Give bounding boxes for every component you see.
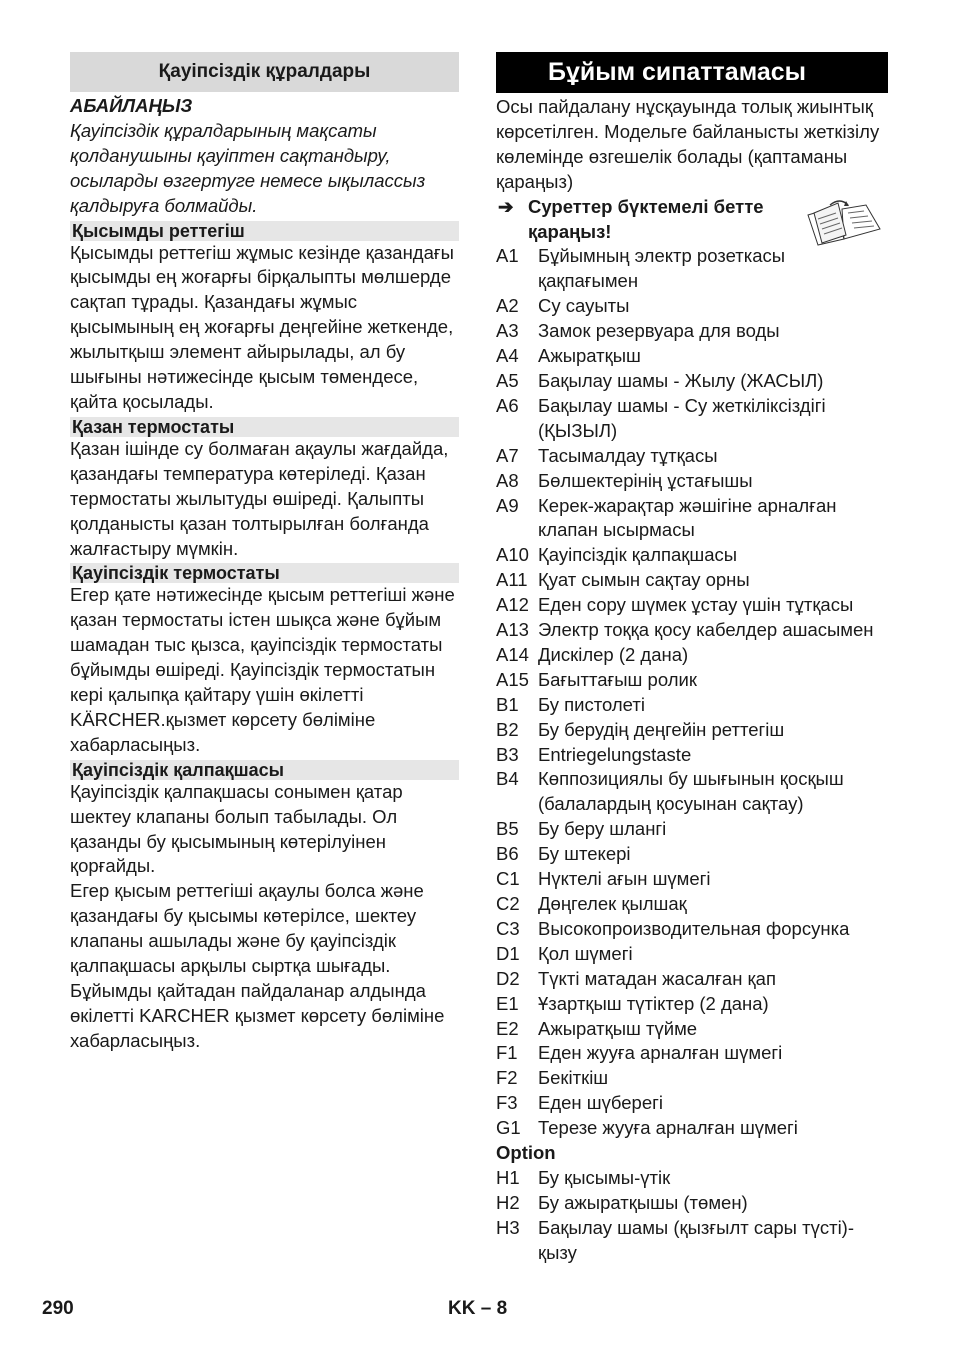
list-item (496, 369, 888, 394)
subsection-heading-safety-thermostat: Қауіпсіздік термостаты (70, 563, 459, 583)
item-text: Қол шүмегі (538, 942, 633, 964)
item-text: Еден шүберегі (538, 1092, 663, 1114)
list-item (496, 543, 888, 568)
list-item (496, 668, 888, 693)
item-code: A8 (496, 469, 519, 491)
list-item (496, 867, 888, 892)
item-text: Бу штекері (538, 843, 631, 865)
list-item (496, 767, 888, 817)
left-column (70, 52, 459, 1054)
list-item (496, 1066, 888, 1091)
item-text: Бу ажыратқышы (төмен) (538, 1191, 748, 1213)
item-code: B4 (496, 768, 519, 790)
item-code: A3 (496, 320, 519, 342)
item-code: C2 (496, 893, 520, 914)
item-text: Су сауыты (538, 295, 630, 317)
item-text: Замок резервуара для воды (538, 320, 780, 342)
safety-cap-text-1: Қауіпсіздік қалпақшасы сонымен қатар шектеу клапаны болып табылады. Ол қазанды бу қысымының көтерілуінен қорғайды. (70, 780, 403, 877)
item-text: Бу берудің деңгейін реттегіш (538, 718, 785, 740)
item-code: B5 (496, 818, 519, 840)
warning-heading: АБАЙЛАҢЫЗ (70, 95, 193, 116)
item-text: Дөңгелек қылшақ (538, 893, 687, 914)
option-label: Option (496, 1142, 556, 1164)
item-code: F3 (496, 1092, 518, 1114)
safety-thermostat-text: Егер қате нәтижесінде қысым реттегіші және қазан термостаты істен шықса және бұйым шамадан тыс қызса, қауіпсіздік термостаты бұйымды өшіреді. Қауіпсіздік термостатын кері қалыпқа қайтару үшін өкілетті KÄRCHER.қызмет көрсету бөліміне хабарласыңыз. (70, 584, 455, 755)
subsection-heading-safety-cap: Қауіпсіздік қалпақшасы (70, 760, 459, 780)
item-code: A15 (496, 668, 529, 690)
item-code: F1 (496, 1042, 518, 1064)
item-text: Терезе жууға арналған шүмегі (538, 1117, 798, 1139)
list-item (496, 444, 888, 469)
item-code: A1 (496, 245, 519, 267)
safety-cap-text-2: Егер қысым реттегіші ақаулы болса және қазандағы бу қысымы көтерілсе, шектеу клапаны ашылады және бу қауіпсіздік қалпақшасы арқылы сыртқа шығады. Бұйымды қайтадан пайдаланар алдында өкілетті KARCHER қызмет көрсету бөліміне хабарласыңыз. (70, 880, 445, 1051)
item-code: A9 (496, 494, 519, 516)
list-item (496, 1116, 888, 1141)
item-text: Ажыратқыш түйме (538, 1017, 698, 1039)
list-item (496, 718, 888, 743)
item-code: E2 (496, 1017, 519, 1039)
item-text: Тасымалдау тұтқасы (538, 444, 718, 466)
item-text: Бу беру шлангі (538, 818, 667, 840)
item-code: B3 (496, 743, 519, 765)
list-item (496, 942, 888, 967)
list-item (496, 643, 888, 668)
item-text: Қуат сымын сақтау орны (538, 569, 750, 591)
item-code: A11 (496, 569, 528, 591)
list-item (496, 394, 888, 444)
section-title: Қауіпсіздік құралдары (70, 52, 459, 92)
list-item (496, 693, 888, 718)
list-item (496, 319, 888, 344)
list-item (496, 892, 888, 917)
boiler-thermostat-text: Қазан ішінде су болмаған ақаулы жағдайда, қазандағы температура көтеріледі. Қазан термостаты жылытуды өшіреді. Қалыпты қолданысты қазан толтырылған болғанда жалғастыру мүмкін. (70, 437, 449, 559)
list-item (496, 967, 888, 992)
item-text: Бөлшектерінің ұстағышы (538, 469, 753, 491)
list-item (496, 842, 888, 867)
item-code: B2 (496, 718, 519, 740)
item-code: A6 (496, 394, 519, 416)
item-text: Еден сору шүмек ұстау үшін тұтқасы (538, 594, 854, 616)
item-code: D1 (496, 942, 520, 964)
list-item (496, 917, 888, 942)
list-item (496, 1216, 888, 1266)
item-code: F2 (496, 1067, 518, 1089)
list-item (496, 817, 888, 842)
item-code: A4 (496, 345, 519, 367)
list-item (496, 618, 888, 643)
folded-pages-book-icon (804, 199, 884, 252)
item-text: Көппозициялы бу шығынын қосқыш (балалардың қосуынан сақтау) (538, 768, 844, 815)
item-text: Дискілер (2 дана) (538, 643, 689, 665)
list-item (496, 344, 888, 369)
item-text: Еден жууға арналған шүмегі (538, 1042, 783, 1064)
list-item (496, 1191, 888, 1216)
item-code: B1 (496, 693, 519, 715)
option-parts-list (496, 1166, 888, 1266)
item-code: B6 (496, 843, 519, 865)
item-code: H2 (496, 1191, 520, 1213)
item-code: G1 (496, 1117, 521, 1139)
item-text: Ұзартқыш түтіктер (2 дана) (538, 992, 769, 1014)
list-item (496, 294, 888, 319)
item-text: Высокопроизводительная форсунка (538, 917, 850, 939)
item-text: Қауіпсіздік қалпақшасы (538, 544, 738, 566)
item-code: H3 (496, 1216, 520, 1238)
parts-list (496, 244, 888, 1141)
intro-text: Осы пайдалану нұсқауында толық жиынтық көрсетілген. Модельге байланысты жеткізілу көлемінде өзгешелік болады (қаптаманы қараңыз) (496, 96, 880, 192)
page-number: 290 (42, 1298, 74, 1319)
item-text: Керек-жарақтар жәшігіне арналған клапан ысырмасы (538, 494, 837, 541)
page-label: KK – 8 (448, 1298, 508, 1319)
item-text: Бақылау шамы - Жылу (ЖАСЫЛ) (538, 369, 824, 391)
item-code: A2 (496, 295, 519, 317)
item-text: Бағыттағыш ролик (538, 668, 697, 690)
warning-text: Қауіпсіздік құралдарының мақсаты қолданушыны қауіптен сақтандыру, осыларды өзгертуге немесе ықылассыз қалдыруға болмайды. (70, 119, 426, 216)
right-column (496, 52, 888, 1266)
item-code: A12 (496, 594, 529, 616)
item-text: Нүктелі ағын шүмегі (538, 868, 711, 890)
list-item (496, 494, 888, 544)
item-text: Түкті матадан жасалған қап (538, 967, 776, 989)
item-code: A7 (496, 444, 519, 466)
item-text: Электр тоққа қосу кабелдер ашасымен (538, 619, 874, 641)
item-code: A10 (496, 544, 529, 566)
item-text: Бұйымның электр розеткасы қақпағымен (538, 245, 786, 292)
list-item (496, 593, 888, 618)
item-code: A5 (496, 369, 519, 391)
item-text: Бу қысымы-үтік (538, 1166, 671, 1188)
arrow-right-icon: ➔ (498, 195, 514, 217)
item-code: E1 (496, 992, 519, 1014)
item-code: H1 (496, 1166, 520, 1188)
page-title: Бұйым сипаттамасы (496, 52, 888, 93)
item-code: C1 (496, 868, 520, 890)
item-code: D2 (496, 967, 520, 989)
list-item (496, 1166, 888, 1191)
item-code: A14 (496, 643, 529, 665)
item-text: Бақылау шамы - Су жеткіліксіздігі (ҚЫЗЫЛ) (538, 394, 826, 441)
item-code: A13 (496, 619, 529, 641)
list-item (496, 992, 888, 1017)
list-item (496, 1091, 888, 1116)
list-item (496, 1017, 888, 1042)
subsection-heading-boiler-thermostat: Қазан термостаты (70, 417, 459, 437)
item-text: Бақылау шамы (қызғылт сары түсті)-қызу (538, 1216, 854, 1263)
item-text: Бу пистолеті (538, 693, 645, 715)
item-text: Entriegelungstaste (538, 743, 692, 765)
subsection-heading-pressure-regulator: Қысымды реттегіш (70, 221, 459, 241)
list-item (496, 743, 888, 768)
fold-out-note-text: Суреттер бүктемелі бетте қараңыз! (528, 195, 764, 242)
list-item (496, 568, 888, 593)
item-code: C3 (496, 917, 520, 939)
item-text: Ажыратқыш (538, 345, 641, 367)
item-text: Бекіткіш (538, 1067, 609, 1089)
list-item (496, 1041, 888, 1066)
pressure-regulator-text: Қысымды реттегіш жұмыс кезінде қазандағы қысымды ең жоғарғы бірқалыпты мөлшерде сақтап тұрады. Қазандағы жұмыс қысымының ең жоғарғы деңгейіне жеткенде, жылытқыш элемент айырылады, ал бу шығыны нәтижесінде қысым төмендесе, қайта қосылады. (70, 241, 454, 412)
list-item (496, 469, 888, 494)
